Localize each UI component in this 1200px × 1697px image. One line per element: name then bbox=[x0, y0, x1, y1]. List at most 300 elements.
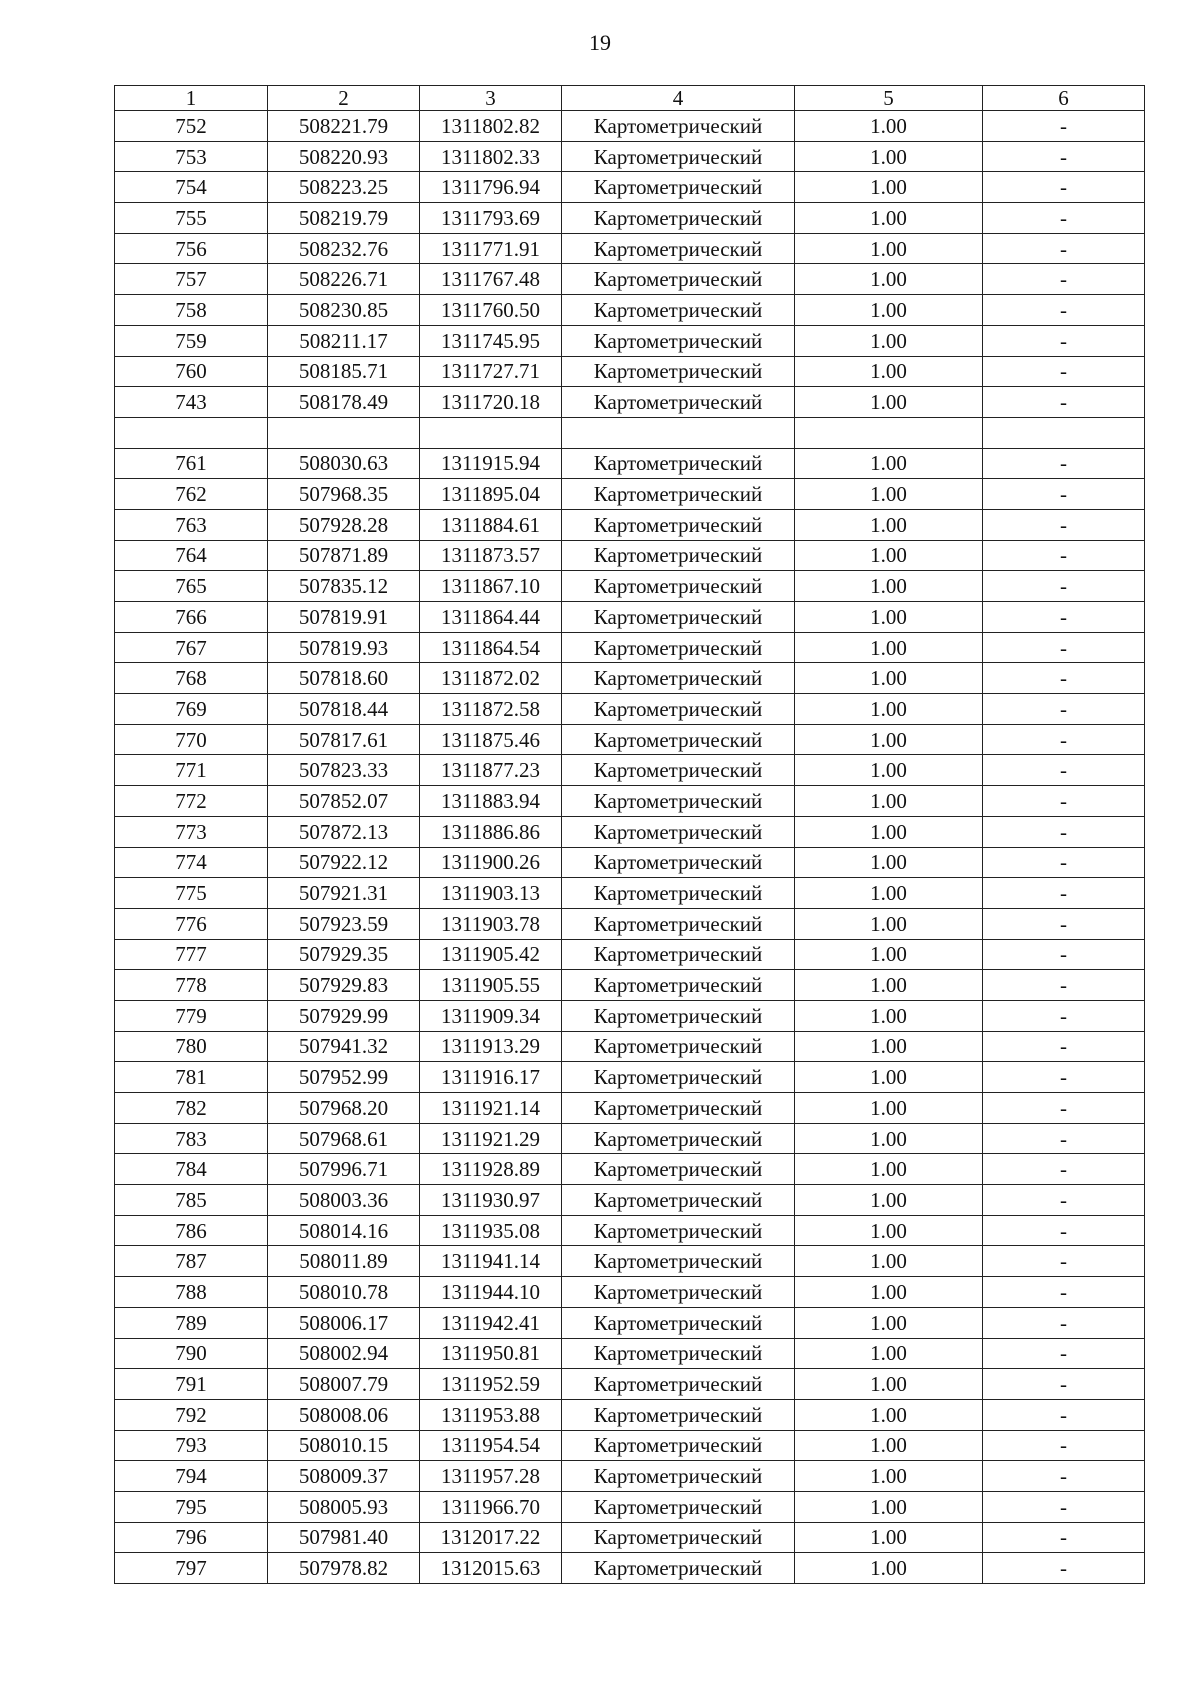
method-cell: Картометрический bbox=[562, 602, 795, 633]
method-cell: Картометрический bbox=[562, 233, 795, 264]
y-coordinate-cell: 1312015.63 bbox=[420, 1553, 562, 1584]
note-cell: - bbox=[983, 1154, 1145, 1185]
table-row bbox=[115, 1307, 1145, 1338]
x-coordinate-cell: 508232.76 bbox=[268, 233, 420, 264]
point-number-cell: 792 bbox=[115, 1399, 268, 1430]
y-coordinate-cell: 1311954.54 bbox=[420, 1430, 562, 1461]
accuracy-cell: 1.00 bbox=[795, 325, 983, 356]
note-cell: - bbox=[983, 786, 1145, 817]
x-coordinate-cell: 507996.71 bbox=[268, 1154, 420, 1185]
table-row bbox=[115, 203, 1145, 234]
point-number-cell: 765 bbox=[115, 571, 268, 602]
point-number-cell: 787 bbox=[115, 1246, 268, 1277]
note-cell: - bbox=[983, 1522, 1145, 1553]
point-number-cell: 776 bbox=[115, 908, 268, 939]
column-header: 2 bbox=[268, 86, 420, 111]
point-number-cell: 784 bbox=[115, 1154, 268, 1185]
point-number-cell: 786 bbox=[115, 1215, 268, 1246]
table-row bbox=[115, 141, 1145, 172]
note-cell: - bbox=[983, 1123, 1145, 1154]
note-cell: - bbox=[983, 694, 1145, 725]
method-cell: Картометрический bbox=[562, 786, 795, 817]
x-coordinate-cell: 507835.12 bbox=[268, 571, 420, 602]
y-coordinate-cell: 1311793.69 bbox=[420, 203, 562, 234]
accuracy-cell: 1.00 bbox=[795, 694, 983, 725]
y-coordinate-cell: 1311942.41 bbox=[420, 1307, 562, 1338]
note-cell: - bbox=[983, 755, 1145, 786]
x-coordinate-cell: 508005.93 bbox=[268, 1491, 420, 1522]
method-cell: Картометрический bbox=[562, 1277, 795, 1308]
y-coordinate-cell: 1311903.78 bbox=[420, 908, 562, 939]
table-row bbox=[115, 1154, 1145, 1185]
x-coordinate-cell: 507968.35 bbox=[268, 479, 420, 510]
point-number-cell: 774 bbox=[115, 847, 268, 878]
point-number-cell: 796 bbox=[115, 1522, 268, 1553]
y-coordinate-cell: 1311895.04 bbox=[420, 479, 562, 510]
accuracy-cell: 1.00 bbox=[795, 1338, 983, 1369]
y-coordinate-cell: 1311966.70 bbox=[420, 1491, 562, 1522]
table-header-row bbox=[115, 86, 1145, 111]
method-cell: Картометрический bbox=[562, 264, 795, 295]
point-number-cell: 771 bbox=[115, 755, 268, 786]
x-coordinate-cell: 507818.60 bbox=[268, 663, 420, 694]
point-number-cell: 759 bbox=[115, 325, 268, 356]
y-coordinate-cell: 1311864.54 bbox=[420, 632, 562, 663]
y-coordinate-cell: 1311767.48 bbox=[420, 264, 562, 295]
y-coordinate-cell: 1311886.86 bbox=[420, 816, 562, 847]
point-number-cell: 755 bbox=[115, 203, 268, 234]
x-coordinate-cell: 508030.63 bbox=[268, 448, 420, 479]
method-cell: Картометрический bbox=[562, 878, 795, 909]
accuracy-cell: 1.00 bbox=[795, 755, 983, 786]
note-cell: - bbox=[983, 571, 1145, 602]
note-cell: - bbox=[983, 448, 1145, 479]
table-header bbox=[115, 86, 1145, 111]
accuracy-cell: 1.00 bbox=[795, 1062, 983, 1093]
table-row bbox=[115, 509, 1145, 540]
method-cell bbox=[562, 417, 795, 448]
point-number-cell: 773 bbox=[115, 816, 268, 847]
page-number: 19 bbox=[589, 30, 611, 55]
note-cell: - bbox=[983, 1553, 1145, 1584]
y-coordinate-cell: 1311771.91 bbox=[420, 233, 562, 264]
accuracy-cell: 1.00 bbox=[795, 1461, 983, 1492]
x-coordinate-cell: 507981.40 bbox=[268, 1522, 420, 1553]
note-cell: - bbox=[983, 970, 1145, 1001]
y-coordinate-cell: 1311796.94 bbox=[420, 172, 562, 203]
y-coordinate-cell: 1311950.81 bbox=[420, 1338, 562, 1369]
coordinates-table bbox=[114, 85, 1145, 1584]
point-number-cell: 772 bbox=[115, 786, 268, 817]
table-row bbox=[115, 417, 1145, 448]
method-cell: Картометрический bbox=[562, 356, 795, 387]
table-row bbox=[115, 264, 1145, 295]
table-row bbox=[115, 1522, 1145, 1553]
table-row bbox=[115, 939, 1145, 970]
point-number-cell: 794 bbox=[115, 1461, 268, 1492]
table-row bbox=[115, 1399, 1145, 1430]
y-coordinate-cell: 1311921.29 bbox=[420, 1123, 562, 1154]
note-cell: - bbox=[983, 1399, 1145, 1430]
y-coordinate-cell: 1311921.14 bbox=[420, 1093, 562, 1124]
note-cell: - bbox=[983, 325, 1145, 356]
note-cell: - bbox=[983, 632, 1145, 663]
y-coordinate-cell: 1311905.42 bbox=[420, 939, 562, 970]
y-coordinate-cell: 1311802.33 bbox=[420, 141, 562, 172]
x-coordinate-cell: 508009.37 bbox=[268, 1461, 420, 1492]
note-cell: - bbox=[983, 1062, 1145, 1093]
note-cell: - bbox=[983, 1307, 1145, 1338]
y-coordinate-cell: 1311909.34 bbox=[420, 1000, 562, 1031]
x-coordinate-cell: 508211.17 bbox=[268, 325, 420, 356]
point-number-cell: 754 bbox=[115, 172, 268, 203]
table-row bbox=[115, 111, 1145, 142]
x-coordinate-cell: 507952.99 bbox=[268, 1062, 420, 1093]
point-number-cell: 777 bbox=[115, 939, 268, 970]
table-row bbox=[115, 602, 1145, 633]
point-number-cell: 788 bbox=[115, 1277, 268, 1308]
accuracy-cell: 1.00 bbox=[795, 387, 983, 418]
method-cell: Картометрический bbox=[562, 908, 795, 939]
x-coordinate-cell: 508007.79 bbox=[268, 1369, 420, 1400]
point-number-cell: 790 bbox=[115, 1338, 268, 1369]
accuracy-cell: 1.00 bbox=[795, 1093, 983, 1124]
column-header: 1 bbox=[115, 86, 268, 111]
y-coordinate-cell: 1311720.18 bbox=[420, 387, 562, 418]
y-coordinate-cell: 1312017.22 bbox=[420, 1522, 562, 1553]
y-coordinate-cell: 1311760.50 bbox=[420, 295, 562, 326]
point-number-cell: 767 bbox=[115, 632, 268, 663]
method-cell: Картометрический bbox=[562, 1215, 795, 1246]
accuracy-cell: 1.00 bbox=[795, 233, 983, 264]
note-cell: - bbox=[983, 203, 1145, 234]
y-coordinate-cell: 1311873.57 bbox=[420, 540, 562, 571]
y-coordinate-cell: 1311916.17 bbox=[420, 1062, 562, 1093]
point-number-cell bbox=[115, 417, 268, 448]
accuracy-cell: 1.00 bbox=[795, 1185, 983, 1216]
accuracy-cell: 1.00 bbox=[795, 141, 983, 172]
method-cell: Картометрический bbox=[562, 295, 795, 326]
x-coordinate-cell: 507929.83 bbox=[268, 970, 420, 1001]
x-coordinate-cell: 507818.44 bbox=[268, 694, 420, 725]
accuracy-cell: 1.00 bbox=[795, 602, 983, 633]
table-row bbox=[115, 755, 1145, 786]
method-cell: Картометрический bbox=[562, 1430, 795, 1461]
table-body bbox=[115, 111, 1145, 1584]
note-cell: - bbox=[983, 264, 1145, 295]
table-row bbox=[115, 694, 1145, 725]
x-coordinate-cell: 507978.82 bbox=[268, 1553, 420, 1584]
point-number-cell: 793 bbox=[115, 1430, 268, 1461]
y-coordinate-cell: 1311905.55 bbox=[420, 970, 562, 1001]
note-cell: - bbox=[983, 816, 1145, 847]
accuracy-cell: 1.00 bbox=[795, 1307, 983, 1338]
method-cell: Картометрический bbox=[562, 1553, 795, 1584]
table-row bbox=[115, 448, 1145, 479]
x-coordinate-cell: 508011.89 bbox=[268, 1246, 420, 1277]
method-cell: Картометрический bbox=[562, 1338, 795, 1369]
table-row bbox=[115, 1277, 1145, 1308]
point-number-cell: 760 bbox=[115, 356, 268, 387]
accuracy-cell: 1.00 bbox=[795, 540, 983, 571]
accuracy-cell: 1.00 bbox=[795, 847, 983, 878]
method-cell: Картометрический bbox=[562, 1185, 795, 1216]
note-cell: - bbox=[983, 1277, 1145, 1308]
x-coordinate-cell bbox=[268, 417, 420, 448]
y-coordinate-cell: 1311953.88 bbox=[420, 1399, 562, 1430]
method-cell: Картометрический bbox=[562, 1154, 795, 1185]
y-coordinate-cell: 1311900.26 bbox=[420, 847, 562, 878]
table-row bbox=[115, 295, 1145, 326]
x-coordinate-cell: 507871.89 bbox=[268, 540, 420, 571]
table-row bbox=[115, 1215, 1145, 1246]
method-cell: Картометрический bbox=[562, 1522, 795, 1553]
x-coordinate-cell: 507928.28 bbox=[268, 509, 420, 540]
point-number-cell: 763 bbox=[115, 509, 268, 540]
accuracy-cell: 1.00 bbox=[795, 356, 983, 387]
accuracy-cell: 1.00 bbox=[795, 509, 983, 540]
y-coordinate-cell: 1311864.44 bbox=[420, 602, 562, 633]
method-cell: Картометрический bbox=[562, 571, 795, 602]
point-number-cell: 766 bbox=[115, 602, 268, 633]
note-cell: - bbox=[983, 540, 1145, 571]
method-cell: Картометрический bbox=[562, 1062, 795, 1093]
method-cell: Картометрический bbox=[562, 172, 795, 203]
point-number-cell: 753 bbox=[115, 141, 268, 172]
point-number-cell: 770 bbox=[115, 724, 268, 755]
method-cell: Картометрический bbox=[562, 1031, 795, 1062]
y-coordinate-cell: 1311915.94 bbox=[420, 448, 562, 479]
point-number-cell: 762 bbox=[115, 479, 268, 510]
x-coordinate-cell: 508223.25 bbox=[268, 172, 420, 203]
y-coordinate-cell: 1311884.61 bbox=[420, 509, 562, 540]
table-row bbox=[115, 816, 1145, 847]
method-cell: Картометрический bbox=[562, 724, 795, 755]
point-number-cell: 797 bbox=[115, 1553, 268, 1584]
accuracy-cell: 1.00 bbox=[795, 939, 983, 970]
table-row bbox=[115, 1338, 1145, 1369]
method-cell: Картометрический bbox=[562, 1399, 795, 1430]
accuracy-cell: 1.00 bbox=[795, 1369, 983, 1400]
method-cell: Картометрический bbox=[562, 1307, 795, 1338]
y-coordinate-cell: 1311928.89 bbox=[420, 1154, 562, 1185]
accuracy-cell: 1.00 bbox=[795, 111, 983, 142]
point-number-cell: 791 bbox=[115, 1369, 268, 1400]
note-cell: - bbox=[983, 724, 1145, 755]
y-coordinate-cell: 1311957.28 bbox=[420, 1461, 562, 1492]
y-coordinate-cell: 1311913.29 bbox=[420, 1031, 562, 1062]
point-number-cell: 761 bbox=[115, 448, 268, 479]
note-cell: - bbox=[983, 111, 1145, 142]
y-coordinate-cell: 1311952.59 bbox=[420, 1369, 562, 1400]
point-number-cell: 768 bbox=[115, 663, 268, 694]
method-cell: Картометрический bbox=[562, 141, 795, 172]
point-number-cell: 778 bbox=[115, 970, 268, 1001]
table-row bbox=[115, 632, 1145, 663]
note-cell: - bbox=[983, 172, 1145, 203]
note-cell bbox=[983, 417, 1145, 448]
method-cell: Картометрический bbox=[562, 1246, 795, 1277]
y-coordinate-cell: 1311872.58 bbox=[420, 694, 562, 725]
note-cell: - bbox=[983, 878, 1145, 909]
accuracy-cell: 1.00 bbox=[795, 970, 983, 1001]
y-coordinate-cell: 1311872.02 bbox=[420, 663, 562, 694]
method-cell: Картометрический bbox=[562, 448, 795, 479]
accuracy-cell: 1.00 bbox=[795, 1246, 983, 1277]
method-cell: Картометрический bbox=[562, 1461, 795, 1492]
column-header: 4 bbox=[562, 86, 795, 111]
x-coordinate-cell: 507823.33 bbox=[268, 755, 420, 786]
note-cell: - bbox=[983, 295, 1145, 326]
method-cell: Картометрический bbox=[562, 632, 795, 663]
table-row bbox=[115, 1461, 1145, 1492]
method-cell: Картометрический bbox=[562, 663, 795, 694]
point-number-cell: 779 bbox=[115, 1000, 268, 1031]
point-number-cell: 764 bbox=[115, 540, 268, 571]
point-number-cell: 782 bbox=[115, 1093, 268, 1124]
note-cell: - bbox=[983, 1093, 1145, 1124]
point-number-cell: 785 bbox=[115, 1185, 268, 1216]
x-coordinate-cell: 507941.32 bbox=[268, 1031, 420, 1062]
accuracy-cell: 1.00 bbox=[795, 1522, 983, 1553]
table-row bbox=[115, 1062, 1145, 1093]
note-cell: - bbox=[983, 602, 1145, 633]
table-row bbox=[115, 540, 1145, 571]
x-coordinate-cell: 507922.12 bbox=[268, 847, 420, 878]
point-number-cell: 743 bbox=[115, 387, 268, 418]
x-coordinate-cell: 507968.20 bbox=[268, 1093, 420, 1124]
table-row bbox=[115, 1123, 1145, 1154]
column-header: 3 bbox=[420, 86, 562, 111]
method-cell: Картометрический bbox=[562, 847, 795, 878]
accuracy-cell: 1.00 bbox=[795, 1215, 983, 1246]
point-number-cell: 775 bbox=[115, 878, 268, 909]
x-coordinate-cell: 508006.17 bbox=[268, 1307, 420, 1338]
method-cell: Картометрический bbox=[562, 1369, 795, 1400]
accuracy-cell: 1.00 bbox=[795, 1399, 983, 1430]
accuracy-cell: 1.00 bbox=[795, 295, 983, 326]
table-row bbox=[115, 387, 1145, 418]
y-coordinate-cell: 1311903.13 bbox=[420, 878, 562, 909]
note-cell: - bbox=[983, 1215, 1145, 1246]
x-coordinate-cell: 507872.13 bbox=[268, 816, 420, 847]
method-cell: Картометрический bbox=[562, 816, 795, 847]
y-coordinate-cell: 1311941.14 bbox=[420, 1246, 562, 1277]
accuracy-cell: 1.00 bbox=[795, 724, 983, 755]
accuracy-cell: 1.00 bbox=[795, 1491, 983, 1522]
point-number-cell: 780 bbox=[115, 1031, 268, 1062]
accuracy-cell: 1.00 bbox=[795, 1553, 983, 1584]
note-cell: - bbox=[983, 1461, 1145, 1492]
accuracy-cell: 1.00 bbox=[795, 479, 983, 510]
x-coordinate-cell: 507968.61 bbox=[268, 1123, 420, 1154]
x-coordinate-cell: 507819.91 bbox=[268, 602, 420, 633]
note-cell: - bbox=[983, 1430, 1145, 1461]
table-row bbox=[115, 786, 1145, 817]
accuracy-cell: 1.00 bbox=[795, 786, 983, 817]
point-number-cell: 781 bbox=[115, 1062, 268, 1093]
point-number-cell: 769 bbox=[115, 694, 268, 725]
point-number-cell: 795 bbox=[115, 1491, 268, 1522]
y-coordinate-cell: 1311930.97 bbox=[420, 1185, 562, 1216]
x-coordinate-cell: 507819.93 bbox=[268, 632, 420, 663]
y-coordinate-cell: 1311745.95 bbox=[420, 325, 562, 356]
method-cell: Картометрический bbox=[562, 755, 795, 786]
column-header: 5 bbox=[795, 86, 983, 111]
note-cell: - bbox=[983, 233, 1145, 264]
accuracy-cell: 1.00 bbox=[795, 1277, 983, 1308]
y-coordinate-cell: 1311877.23 bbox=[420, 755, 562, 786]
x-coordinate-cell: 508185.71 bbox=[268, 356, 420, 387]
x-coordinate-cell: 508002.94 bbox=[268, 1338, 420, 1369]
table-row bbox=[115, 970, 1145, 1001]
note-cell: - bbox=[983, 356, 1145, 387]
accuracy-cell: 1.00 bbox=[795, 264, 983, 295]
table-row bbox=[115, 1369, 1145, 1400]
point-number-cell: 757 bbox=[115, 264, 268, 295]
point-number-cell: 783 bbox=[115, 1123, 268, 1154]
note-cell: - bbox=[983, 1185, 1145, 1216]
table-row bbox=[115, 663, 1145, 694]
point-number-cell: 756 bbox=[115, 233, 268, 264]
y-coordinate-cell: 1311727.71 bbox=[420, 356, 562, 387]
method-cell: Картометрический bbox=[562, 325, 795, 356]
method-cell: Картометрический bbox=[562, 1123, 795, 1154]
x-coordinate-cell: 507817.61 bbox=[268, 724, 420, 755]
method-cell: Картометрический bbox=[562, 1491, 795, 1522]
y-coordinate-cell: 1311935.08 bbox=[420, 1215, 562, 1246]
y-coordinate-cell: 1311867.10 bbox=[420, 571, 562, 602]
table-row bbox=[115, 1491, 1145, 1522]
x-coordinate-cell: 508014.16 bbox=[268, 1215, 420, 1246]
note-cell: - bbox=[983, 1369, 1145, 1400]
table-row bbox=[115, 172, 1145, 203]
accuracy-cell: 1.00 bbox=[795, 878, 983, 909]
accuracy-cell: 1.00 bbox=[795, 816, 983, 847]
method-cell: Картометрический bbox=[562, 970, 795, 1001]
x-coordinate-cell: 508010.78 bbox=[268, 1277, 420, 1308]
note-cell: - bbox=[983, 663, 1145, 694]
note-cell: - bbox=[983, 1246, 1145, 1277]
table-row bbox=[115, 233, 1145, 264]
table-row bbox=[115, 1430, 1145, 1461]
x-coordinate-cell: 507921.31 bbox=[268, 878, 420, 909]
accuracy-cell: 1.00 bbox=[795, 908, 983, 939]
note-cell: - bbox=[983, 1031, 1145, 1062]
note-cell: - bbox=[983, 509, 1145, 540]
note-cell: - bbox=[983, 1000, 1145, 1031]
accuracy-cell: 1.00 bbox=[795, 172, 983, 203]
x-coordinate-cell: 507852.07 bbox=[268, 786, 420, 817]
table-row bbox=[115, 356, 1145, 387]
accuracy-cell: 1.00 bbox=[795, 663, 983, 694]
x-coordinate-cell: 507929.35 bbox=[268, 939, 420, 970]
x-coordinate-cell: 508003.36 bbox=[268, 1185, 420, 1216]
method-cell: Картометрический bbox=[562, 387, 795, 418]
method-cell: Картометрический bbox=[562, 479, 795, 510]
table-row bbox=[115, 1093, 1145, 1124]
table-row bbox=[115, 847, 1145, 878]
y-coordinate-cell: 1311802.82 bbox=[420, 111, 562, 142]
point-number-cell: 752 bbox=[115, 111, 268, 142]
accuracy-cell: 1.00 bbox=[795, 203, 983, 234]
y-coordinate-cell bbox=[420, 417, 562, 448]
x-coordinate-cell: 507923.59 bbox=[268, 908, 420, 939]
note-cell: - bbox=[983, 141, 1145, 172]
method-cell: Картометрический bbox=[562, 509, 795, 540]
accuracy-cell: 1.00 bbox=[795, 1154, 983, 1185]
table-row bbox=[115, 1246, 1145, 1277]
